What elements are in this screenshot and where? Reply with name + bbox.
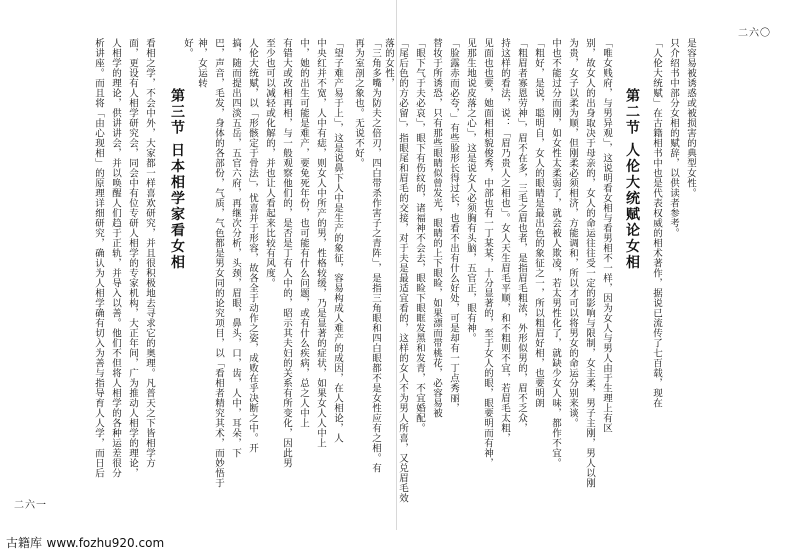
text-column: 人相学的理论，供讲讲会，并以唤醒人们趋于正轨，并导入以善。他们不但将人相学的各种运差很分 bbox=[110, 38, 121, 478]
text-column: 人伦大统赋，以「形骸定于骨法」，忧喜并于形容，故各全于动作之姿，成败在乎决断之中。开 bbox=[247, 38, 258, 454]
page-number-right: 二六〇 bbox=[738, 28, 771, 39]
text-column: 析讲座。而且将「由心现相」的原理详细研究，确认为人相学确有切入为善与指导育人人学，而日后 bbox=[93, 38, 104, 478]
text-column: 为贵，女子以柔为顺，但刚柔必须相济，方能调和，所以才可以将男女的命运分别来谈。 bbox=[567, 38, 578, 428]
text-column: 看相之学，不会中外，大家都一样喜欢研究，并且很积极地去寻求它的奥理。凡普天之下皆相学方 bbox=[144, 38, 155, 468]
text-column: 神，女运转好。 bbox=[182, 38, 207, 88]
section-heading: 第二节 人伦大统赋论女相 bbox=[624, 88, 640, 271]
text-column: 见面也也要，她面相相貌俊秀，中部也有一丁某某，十分显著的，至于女人的眼，眼要明而有神， bbox=[482, 38, 493, 468]
text-column: 中，她的出生可能是难产，要免死年份，也可能有什么问题，或有什么疾病，总之人中上 bbox=[298, 38, 309, 428]
text-column: 别，故女人的出身取决于母亲的，女人的命运往往受一定的影响与限制，女主柔，男子主刚，男人以刚 bbox=[584, 38, 595, 488]
text-column: 「眼下气于夫必哀」，眼下有伤纹的，诸福神不会去，眼睑下眼眶发黑和发青，不宜婚配。 bbox=[414, 38, 425, 434]
site-url: www.fozhu920.com bbox=[46, 536, 165, 550]
text-column: 「望子难产易于上」，这是说鼻下人中是生产的象征，容易构成人难产的成因，在人相论，人 bbox=[332, 38, 343, 444]
text-column: 中央红并不宽，人中有痣，则女人中所产的男，性格较缓，乃是显著的症状，如果女人人中上 bbox=[315, 38, 326, 448]
left-page bbox=[0, 0, 397, 530]
text-column: 「尾后色的方必留」，指眼尾和眉毛的交接，对于夫是最适宜看的，这样的女人不为男人所喜，又兑眉毛效落的女性， bbox=[383, 38, 408, 504]
text-column: 替妆于所诱恐，只有那些眼睛似曾发光，眼睛的上下眼睑，如果漂而带桃花，必容易被 bbox=[431, 38, 442, 418]
site-name: 古籍库 bbox=[6, 536, 43, 550]
text-column: 搞，随而提出四淡五岳，五官六府，再继次分析，头颈，眉眼，鼻头，口，齿，人中，耳朵，下 bbox=[230, 38, 241, 458]
site-watermark[interactable] bbox=[6, 534, 164, 551]
text-column: 见那生地说皮落之心」，这是说女人必须胸有头脑，五官正，眼有神。 bbox=[465, 38, 476, 344]
right-page bbox=[383, 0, 793, 530]
text-column: 巴，声音，毛发，身体的各部份，气质，气色都是男女同的论究项目，以「看相者精究其术，而妙悟于 bbox=[213, 38, 224, 488]
text-column: 是容易被诱惑或被损害的典型女性。 bbox=[685, 38, 696, 198]
text-column: 「粗好，是说，聪明自，女人的眼睛是最出色的象征之一，所以粗眉好相，也要明朗 bbox=[533, 38, 544, 408]
text-column: 有错大或改相再相，与一般观察他们的，是否是丁有人中的，昭示其夫妇的关系有所变化，因此男 bbox=[281, 38, 292, 468]
page-number-left: 二六一 bbox=[14, 500, 47, 511]
text-column: 「三角多嘴为防夫之倍刃，四白带杀作害子之青阵」，是指三角眼和四白眼都不是女性应有之相。有 bbox=[370, 38, 381, 474]
text-column: 中也不能过分而刚，如女性太柔弱了，就会被人欺凌，若太男性化了，就缺少女人味，都作不宜。 bbox=[550, 38, 561, 468]
text-column: 「唯女贱府，与男异观」，这说明看女相与看男相不一样，因为女人与男人由于生理上有区 bbox=[601, 38, 612, 434]
section-heading: 第三节 日本相学家看女相 bbox=[169, 88, 185, 271]
text-column: 面，更设有人相学研究会，同会中有位专研人相学的专家机构，大正年间，广为推动人相学的理论， bbox=[127, 38, 138, 478]
text-column: 只介绍书中部分女相的赋辞，以供读者参考。 bbox=[668, 38, 679, 238]
text-column: 「粗眉者寡恩劳神」，眉不在多，三毛之眉也者，是指眉毛粗浓，外形似男的，眉不乏众， bbox=[516, 38, 527, 434]
text-column: 再为室剖之象也。无说不好。 bbox=[353, 38, 364, 168]
text-column: 持这样的看法，说：「眉乃贵人之相也」。女人天生眉毛平顺，和不粗则不宜，若眉毛太粗， bbox=[499, 38, 510, 444]
text-column: 「脸露赤而必夸，」有些脸形长得过长，也看不出有什么好处，可是却有一丁点秀丽， bbox=[448, 38, 459, 414]
text-column: 至少也可以减轻或化解的，并也让人看起来比较有风度。 bbox=[264, 38, 275, 288]
watermark-footer bbox=[0, 530, 793, 557]
text-column: 「人伦大统赋」在古籍相书中也是代表权威的相术著作，据说已流传了七百载，现在 bbox=[651, 38, 662, 408]
